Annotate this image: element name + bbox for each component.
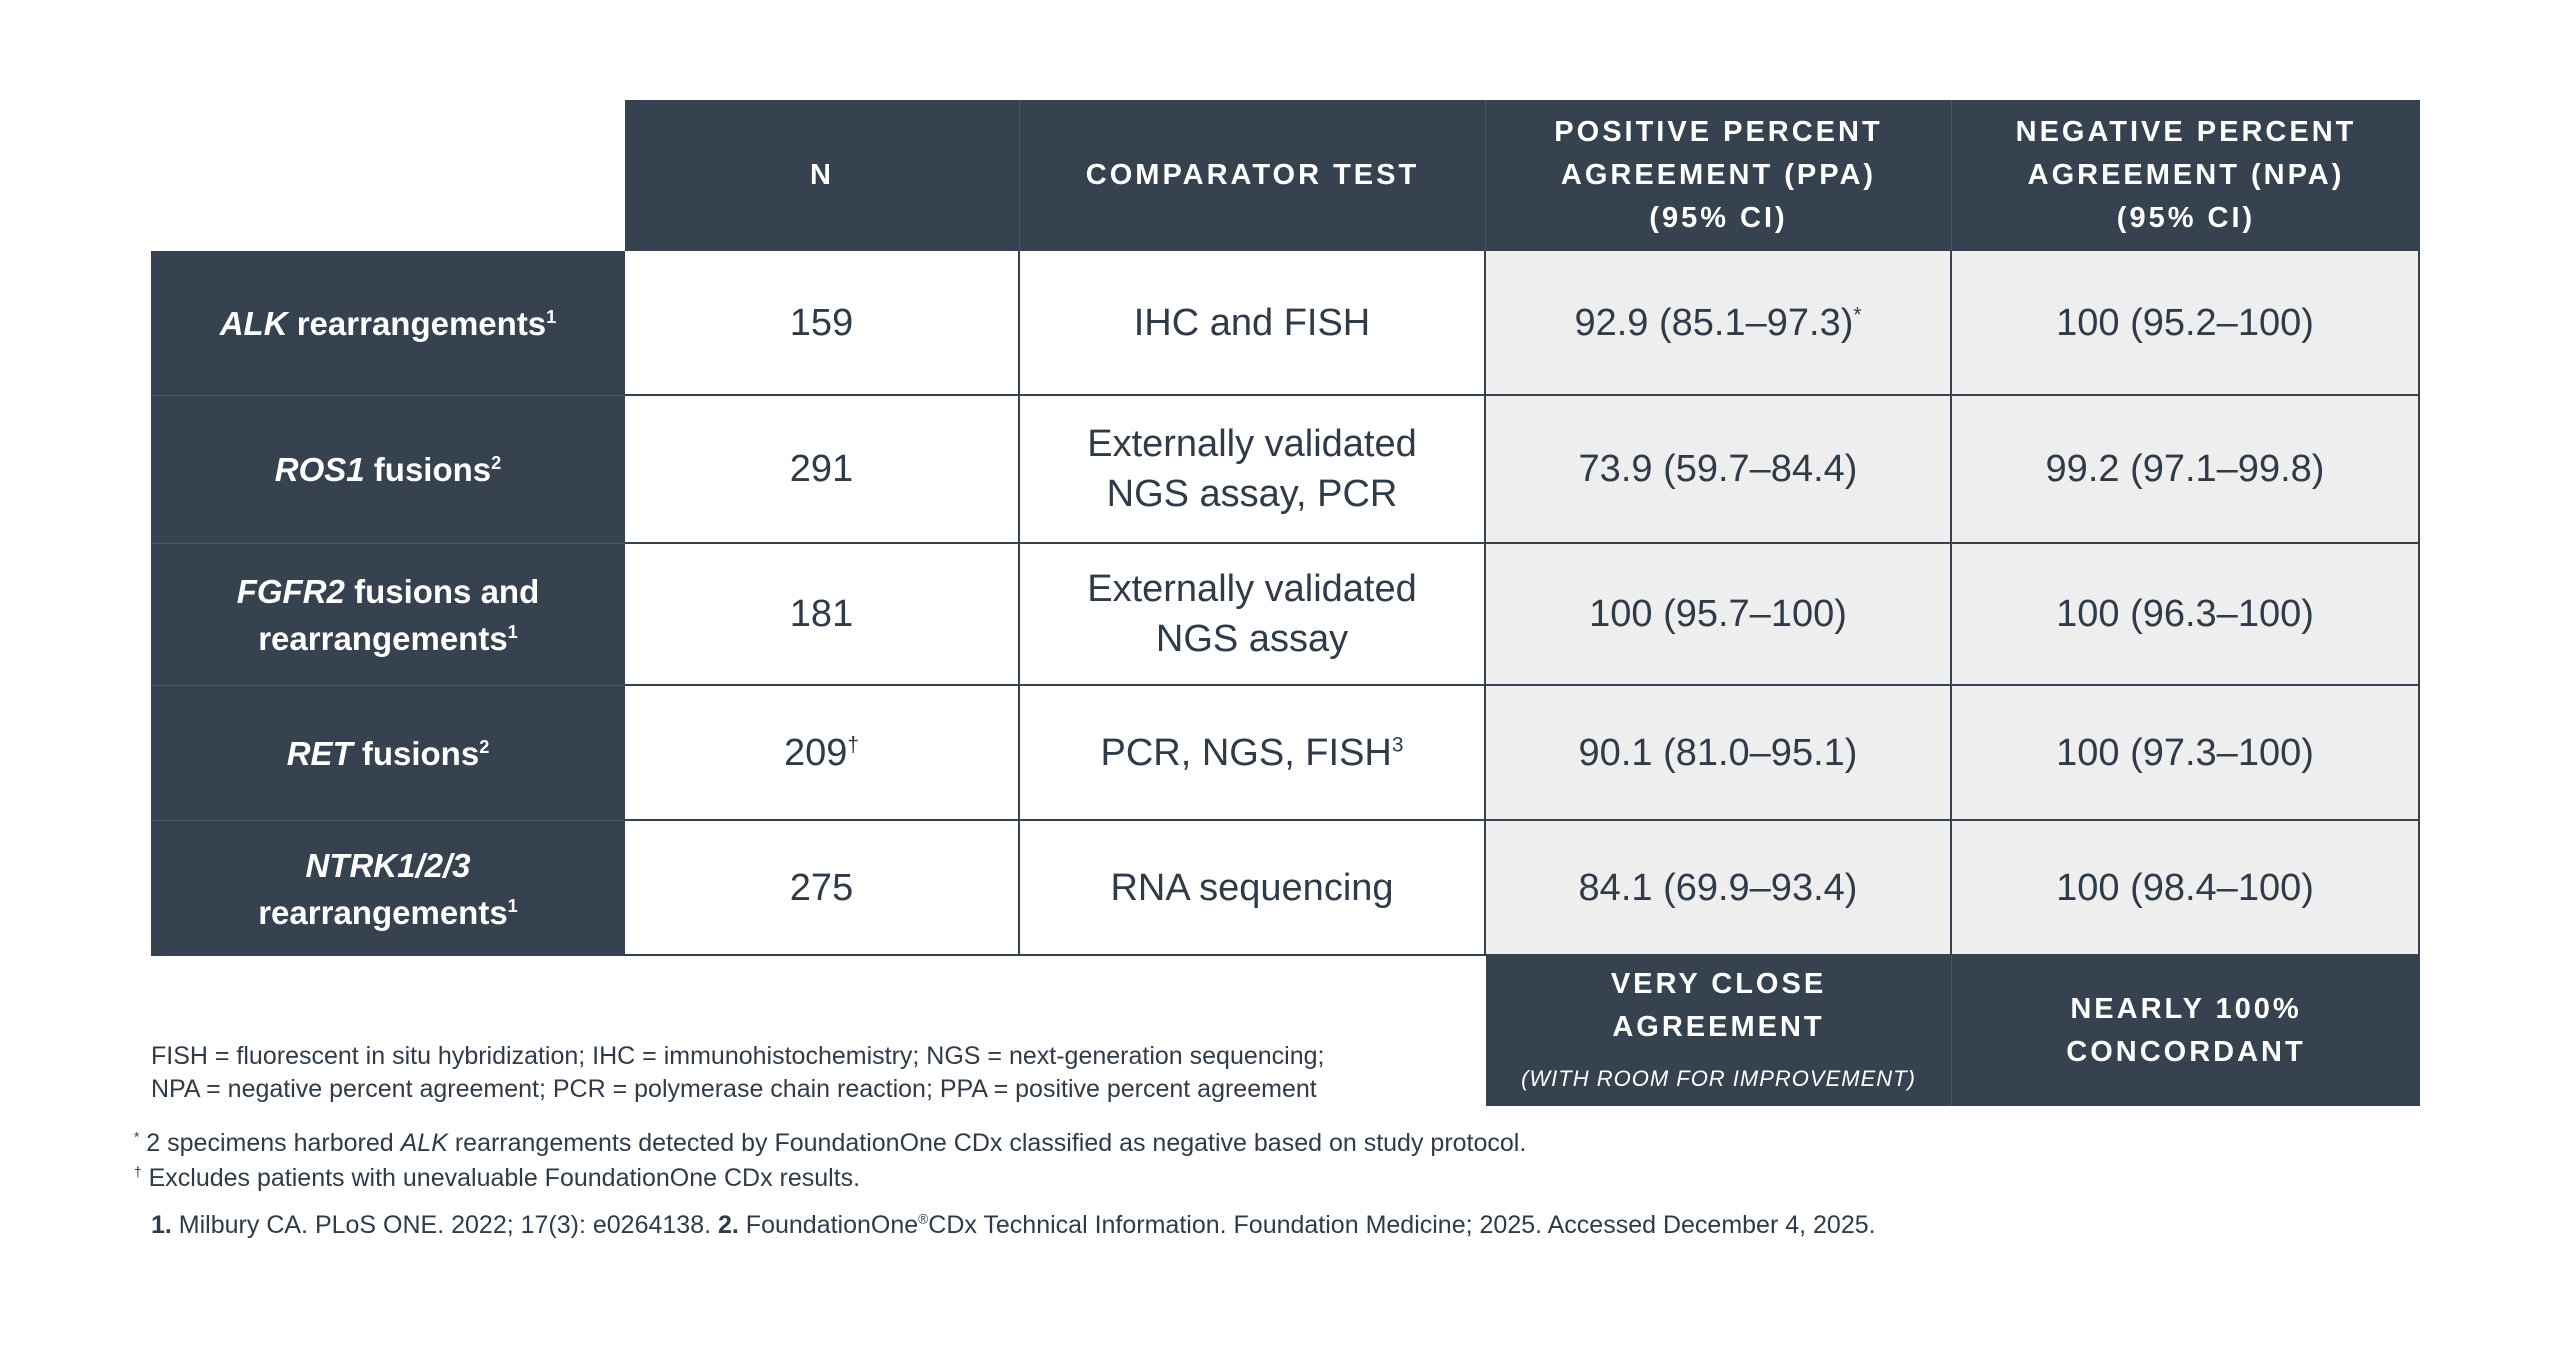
- npa-value: 99.2 (97.1–99.8): [2045, 448, 2325, 490]
- label-sup: 2: [491, 453, 502, 473]
- label-line2: rearrangements: [258, 619, 508, 657]
- star-gene: ALK: [400, 1129, 448, 1157]
- row-label-line1: [305, 842, 470, 889]
- n-value: 181: [789, 593, 854, 635]
- star-mark: *: [134, 1129, 140, 1145]
- ppa-value: 90.1 (81.0–95.1): [1578, 731, 1858, 774]
- footnotes: [134, 1126, 1526, 1196]
- abbreviations-line1: FISH = fluorescent in situ hybridization; IHC = immunohistochemistry; NGS = next-generation sequencing;: [151, 1042, 1325, 1070]
- ppa-cell: [1486, 251, 1952, 396]
- n-cell: [625, 251, 1020, 396]
- ref1-number: 1.: [151, 1211, 172, 1239]
- n-value: [784, 728, 859, 778]
- npa-value: 100 (95.2–100): [2056, 301, 2314, 344]
- header-comparator: [1020, 100, 1486, 251]
- comparator-value: IHC and FISH: [1133, 301, 1371, 344]
- references: [151, 1208, 1876, 1243]
- ref2-text-pre: FoundationOne: [738, 1211, 919, 1239]
- n-sup: †: [847, 732, 860, 756]
- ppa-summary-line2: AGREEMENT: [1612, 1010, 1825, 1043]
- ppa-text: 92.9 (85.1–97.3): [1574, 301, 1854, 344]
- ref2-text-post: CDx Technical Information. Foundation Medicine; 2025. Accessed December 4, 2025.: [928, 1211, 1876, 1239]
- row-label-ros1: [151, 396, 625, 544]
- npa-cell: [1952, 544, 2420, 686]
- label-sup: 2: [479, 736, 490, 757]
- label-sup: 1: [507, 621, 518, 642]
- gene-name: NTRK1/2/3: [305, 846, 471, 884]
- ppa-cell: [1486, 821, 1952, 956]
- ppa-cell: [1486, 396, 1952, 544]
- comparator-cell: [1020, 821, 1486, 956]
- label-sup: 1: [507, 895, 518, 916]
- row-label-text: [287, 730, 490, 777]
- label-rest: fusions: [352, 734, 480, 772]
- registered-mark: ®: [918, 1211, 929, 1227]
- npa-summary-line2: CONCORDANT: [2066, 1036, 2306, 1068]
- ref1-text: Milbury CA. PLoS ONE. 2022; 17(3): e0264138.: [171, 1211, 718, 1239]
- header-ppa-line2: AGREEMENT (PPA): [1560, 159, 1877, 191]
- comparator-cell: [1020, 544, 1486, 686]
- ref2-number: 2.: [718, 1211, 739, 1239]
- ppa-cell: [1486, 686, 1952, 821]
- npa-value: 100 (97.3–100): [2056, 731, 2314, 774]
- npa-cell: [1952, 251, 2420, 396]
- header-n: [625, 100, 1020, 251]
- footnote-dagger: [134, 1161, 1526, 1196]
- header-ppa-line3: (95% CI): [1649, 202, 1788, 234]
- label-rest: fusions and: [344, 572, 540, 610]
- dagger-text: Excludes patients with unevaluable FoundationOne CDx results.: [141, 1164, 861, 1192]
- comparator-cell: [1020, 396, 1486, 544]
- header-npa-line1: NEGATIVE PERCENT: [2015, 116, 2357, 148]
- header-ppa-line1: POSITIVE PERCENT: [1554, 116, 1883, 148]
- ppa-summary-line1: VERY CLOSE: [1610, 967, 1827, 1000]
- header-ppa: [1486, 100, 1952, 251]
- row-label-alk: [151, 251, 625, 396]
- ppa-summary-sub: (WITH ROOM FOR IMPROVEMENT): [1521, 1065, 1916, 1091]
- row-label-fgfr2: [151, 544, 625, 686]
- ppa-cell: [1486, 544, 1952, 686]
- row-label-text: [220, 300, 557, 347]
- header-comparator-label: COMPARATOR TEST: [1085, 159, 1420, 191]
- header-n-label: N: [810, 159, 834, 191]
- row-label-line2: [258, 615, 518, 662]
- dagger-mark: †: [134, 1164, 142, 1180]
- ppa-sup: *: [1853, 302, 1862, 326]
- n-value: 275: [789, 866, 854, 909]
- gene-name: RET: [286, 734, 353, 772]
- abbreviations-line2: NPA = negative percent agreement; PCR = polymerase chain reaction; PPA = positive percent agreement: [151, 1075, 1317, 1103]
- ppa-value: 84.1 (69.9–93.4): [1578, 866, 1858, 909]
- comparator-cell: [1020, 686, 1486, 821]
- n-text: 209: [783, 731, 848, 774]
- ppa-value: [1574, 298, 1861, 348]
- npa-cell: [1952, 821, 2420, 956]
- header-npa-line3: (95% CI): [2116, 202, 2256, 234]
- npa-value: 100 (96.3–100): [2056, 593, 2314, 635]
- n-cell: [625, 686, 1020, 821]
- gene-name: ROS1: [274, 451, 365, 488]
- row-label-line2: [258, 889, 518, 936]
- comparator-cell: [1020, 251, 1486, 396]
- label-sup: 1: [546, 306, 557, 327]
- n-cell: [625, 544, 1020, 686]
- ppa-value: 73.9 (59.7–84.4): [1578, 448, 1858, 490]
- n-value: 291: [789, 448, 854, 490]
- star-pre: 2 specimens harbored: [139, 1129, 401, 1157]
- comparator-value: [1101, 728, 1404, 778]
- star-post: rearrangements detected by FoundationOne CDx classified as negative based on study protocol.: [447, 1129, 1527, 1157]
- row-label-text: [275, 446, 501, 493]
- header-npa-line2: AGREEMENT (NPA): [2027, 159, 2345, 191]
- npa-cell: [1952, 396, 2420, 544]
- comparator-line1: Externally validated: [1087, 423, 1417, 465]
- comparator-value: RNA sequencing: [1110, 866, 1394, 909]
- comparator-text: PCR, NGS, FISH: [1100, 731, 1392, 774]
- n-value: 159: [789, 301, 854, 344]
- row-label-ret: [151, 686, 625, 821]
- row-label-ntrk: [151, 821, 625, 956]
- label-rest: rearrangements: [287, 304, 547, 342]
- ppa-value: 100 (95.7–100): [1589, 593, 1847, 635]
- row-label-line1: [237, 568, 540, 615]
- footnote-star: [134, 1126, 1526, 1161]
- comparator-line2: NGS assay, PCR: [1106, 473, 1398, 515]
- label-rest: fusions: [364, 451, 492, 488]
- comparator-line2: NGS assay: [1155, 618, 1349, 660]
- npa-summary-box: [1952, 956, 2420, 1106]
- abbreviations: [151, 1040, 1324, 1106]
- gene-name: ALK: [219, 304, 288, 342]
- n-cell: [625, 396, 1020, 544]
- label-line2: rearrangements: [258, 893, 508, 931]
- n-cell: [625, 821, 1020, 956]
- comparator-line1: Externally validated: [1087, 568, 1417, 610]
- npa-value: 100 (98.4–100): [2056, 866, 2314, 909]
- npa-summary-line1: NEARLY 100%: [2070, 993, 2302, 1025]
- comparator-sup: 3: [1391, 732, 1404, 756]
- header-npa: [1952, 100, 2420, 251]
- gene-name: FGFR2: [236, 572, 345, 610]
- ppa-summary-box: [1486, 956, 1952, 1106]
- npa-cell: [1952, 686, 2420, 821]
